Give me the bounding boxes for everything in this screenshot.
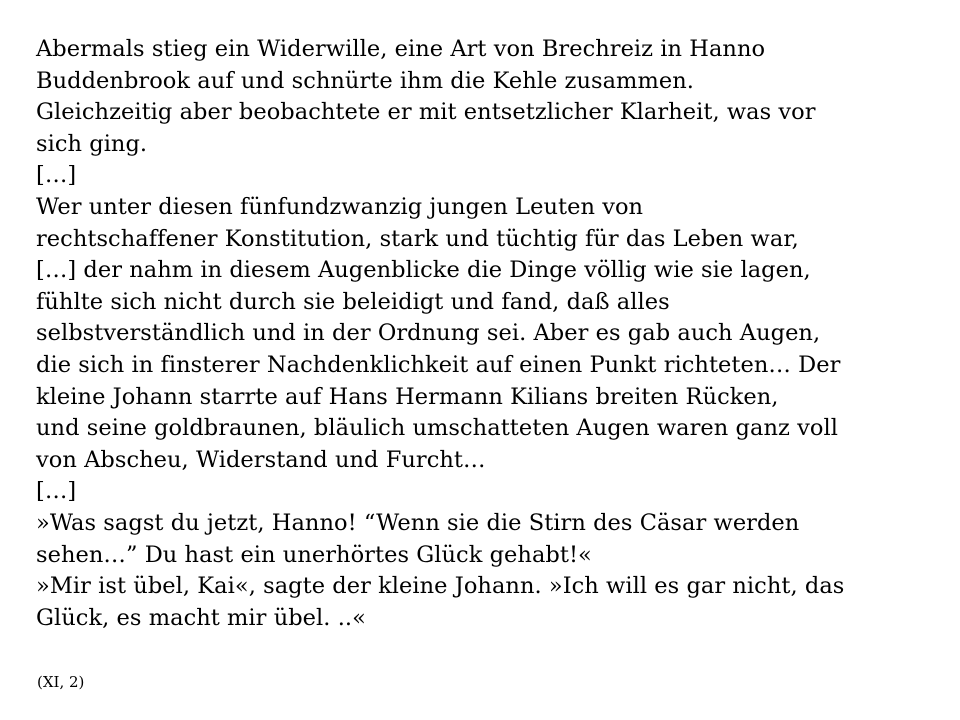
passage-line: […] der nahm in diesem Augenblicke die Dinge völlig wie sie lagen, (36, 257, 811, 284)
passage-line: selbstverständlich und in der Ordnung sei. Aber es gab auch Augen, (36, 320, 821, 347)
ellipsis-marker: […] (36, 162, 77, 189)
ellipsis-marker: […] (36, 478, 77, 505)
dialogue-line: sehen…” Du hast ein unerhörtes Glück gehabt!« (36, 541, 592, 568)
passage-line: Buddenbrook auf und schnürte ihm die Kehle zusammen. (36, 67, 694, 94)
source-citation: (XI, 2) (37, 673, 85, 691)
passage-line: fühlte sich nicht durch sie beleidigt und fand, daß alles (36, 288, 670, 315)
passage-line: rechtschaffener Konstitution, stark und tüchtig für das Leben war, (36, 225, 799, 252)
passage-line: kleine Johann starrte auf Hans Hermann Kilians breiten Rücken, (36, 383, 779, 410)
dialogue-line: »Mir ist übel, Kai«, sagte der kleine Johann. »Ich will es gar nicht, das (36, 573, 845, 600)
dialogue-line: »Was sagst du jetzt, Hanno! “Wenn sie die Stirn des Cäsar werden (36, 509, 800, 536)
passage-line: Abermals stieg ein Widerwille, eine Art von Brechreiz in Hanno (36, 36, 766, 62)
passage-line: die sich in finsterer Nachdenklichkeit auf einen Punkt richteten… Der (36, 351, 841, 378)
passage-line: und seine goldbraunen, bläulich umschatteten Augen waren ganz voll (36, 415, 838, 442)
dialogue-line: Glück, es macht mir übel. ..« (36, 604, 366, 631)
quoted-passage (36, 34, 954, 634)
passage-line: von Abscheu, Widerstand und Furcht… (36, 446, 486, 473)
passage-line: Wer unter diesen fünfundzwanzig jungen Leuten von (36, 193, 644, 220)
passage-line: sich ging. (36, 130, 148, 157)
document-page (36, 34, 954, 634)
passage-line: Gleichzeitig aber beobachtete er mit entsetzlicher Klarheit, was vor (36, 99, 816, 126)
